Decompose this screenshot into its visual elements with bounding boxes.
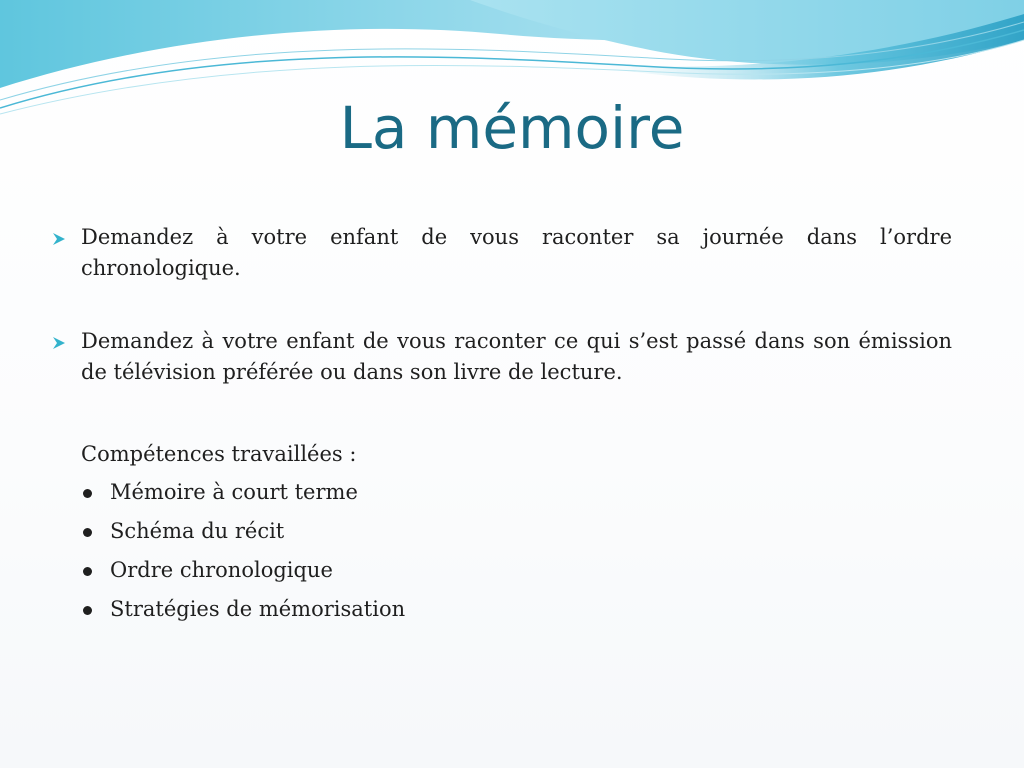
slide-title: La mémoire <box>339 94 685 162</box>
bullet-text: Demandez à votre enfant de vous raconter sa journée dans l’ordre chronologique. <box>81 225 952 280</box>
skill-text: Mémoire à court terme <box>110 480 358 504</box>
arrow-bullet-icon <box>52 336 66 350</box>
round-bullet-icon <box>83 606 92 615</box>
bullet-item <box>50 222 952 284</box>
skill-item <box>50 515 952 548</box>
skill-item <box>50 476 952 509</box>
round-bullet-icon <box>83 489 92 498</box>
bullet-text: Demandez à votre enfant de vous raconter ce qui s’est passé dans son émission de télévision préférée ou dans son livre de lecture. <box>81 329 952 384</box>
skill-text: Ordre chronologique <box>110 558 333 582</box>
bullet-item <box>50 326 952 388</box>
skill-item <box>50 554 952 587</box>
skill-text: Schéma du récit <box>110 519 285 543</box>
round-bullet-icon <box>83 567 92 576</box>
skill-item <box>50 593 952 626</box>
arrow-bullet-icon <box>52 232 66 246</box>
round-bullet-icon <box>83 528 92 537</box>
skill-text: Stratégies de mémorisation <box>110 597 406 621</box>
slide-content <box>50 222 952 632</box>
skills-heading: Compétences travaillées : <box>81 442 357 466</box>
